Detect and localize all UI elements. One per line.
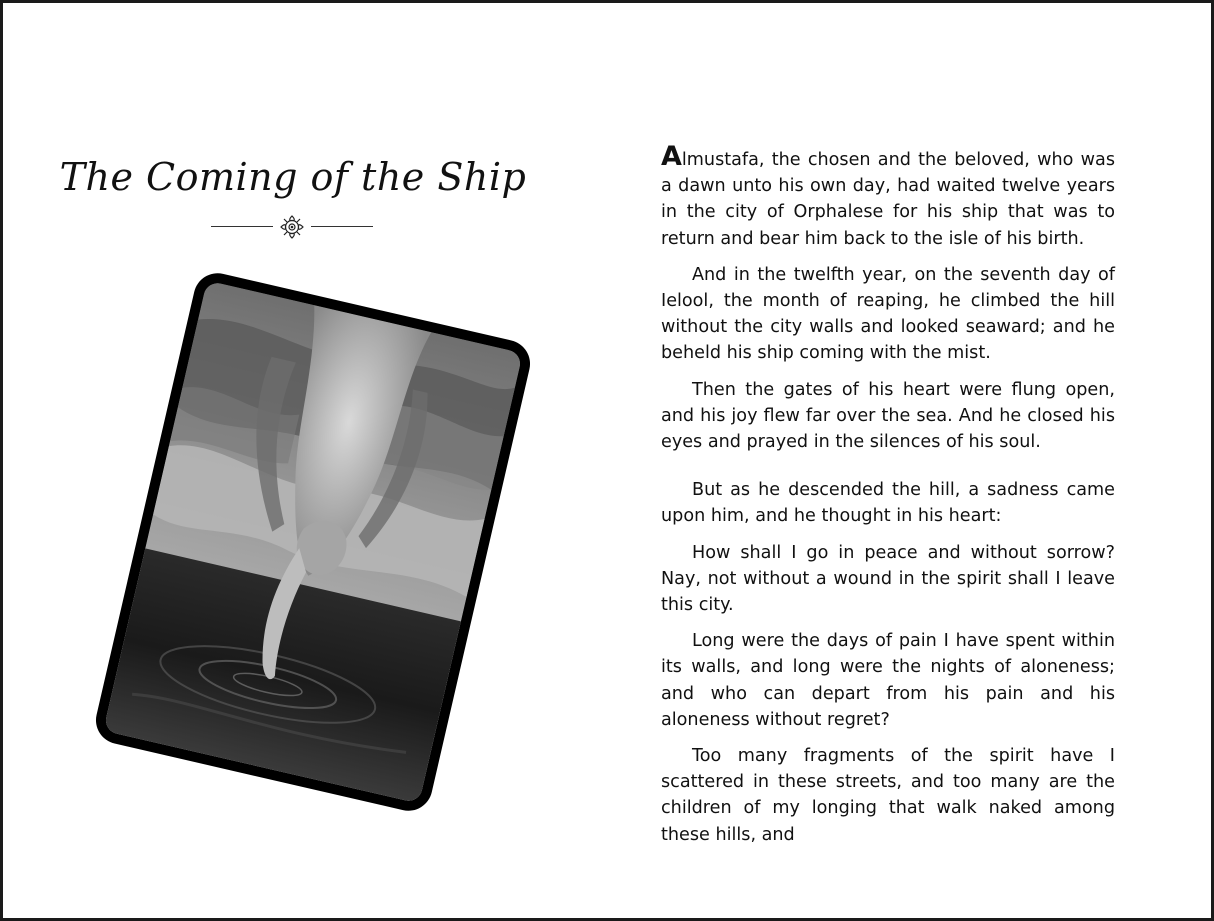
figure-reaching-into-water-illustration bbox=[103, 280, 523, 803]
flourish-icon bbox=[277, 213, 307, 241]
divider-line-left bbox=[211, 226, 273, 227]
paragraph-5: How shall I go in peace and without sorrow? Nay, not without a wound in the spirit shall I leave this city. bbox=[661, 542, 1115, 616]
left-page bbox=[3, 3, 603, 918]
paragraph-2: And in the twelfth year, on the seventh day of Ielool, the month of reaping, he climbed the hill without the city walls and looked seaward; and he beheld his ship coming with the mist. bbox=[661, 264, 1115, 364]
paragraph-1 bbox=[661, 141, 1115, 252]
paragraph-4: But as he descended the hill, a sadness came upon him, and he thought in his heart: bbox=[661, 480, 1115, 527]
paragraph-3: Then the gates of his heart were flung open, and his joy flew far over the sea. And he closed his eyes and prayed in the silences of his soul. bbox=[661, 379, 1115, 453]
paragraph-1-text: lmustafa, the chosen and the beloved, who was a dawn unto his own day, had waited twelve years in the city of Orphalese for his ship that was to return and bear him back to the isle of his birth. bbox=[661, 150, 1115, 249]
chapter-title: The Coming of the Ship bbox=[59, 155, 527, 199]
illustration-card bbox=[91, 268, 535, 815]
ornamental-divider bbox=[211, 213, 373, 241]
paragraph-6: Long were the days of pain I have spent within its walls, and long were the nights of aloneness; and who can depart from his pain and his aloneness without regret? bbox=[661, 631, 1115, 730]
drop-cap: A bbox=[661, 141, 682, 172]
divider-line-right bbox=[311, 226, 373, 227]
illustration-art bbox=[103, 280, 523, 803]
right-page-text bbox=[661, 141, 1115, 858]
paragraph-7: Too many fragments of the spirit have I scattered in these streets, and too many are the children of my longing that walk naked among these hills, and bbox=[661, 746, 1115, 845]
